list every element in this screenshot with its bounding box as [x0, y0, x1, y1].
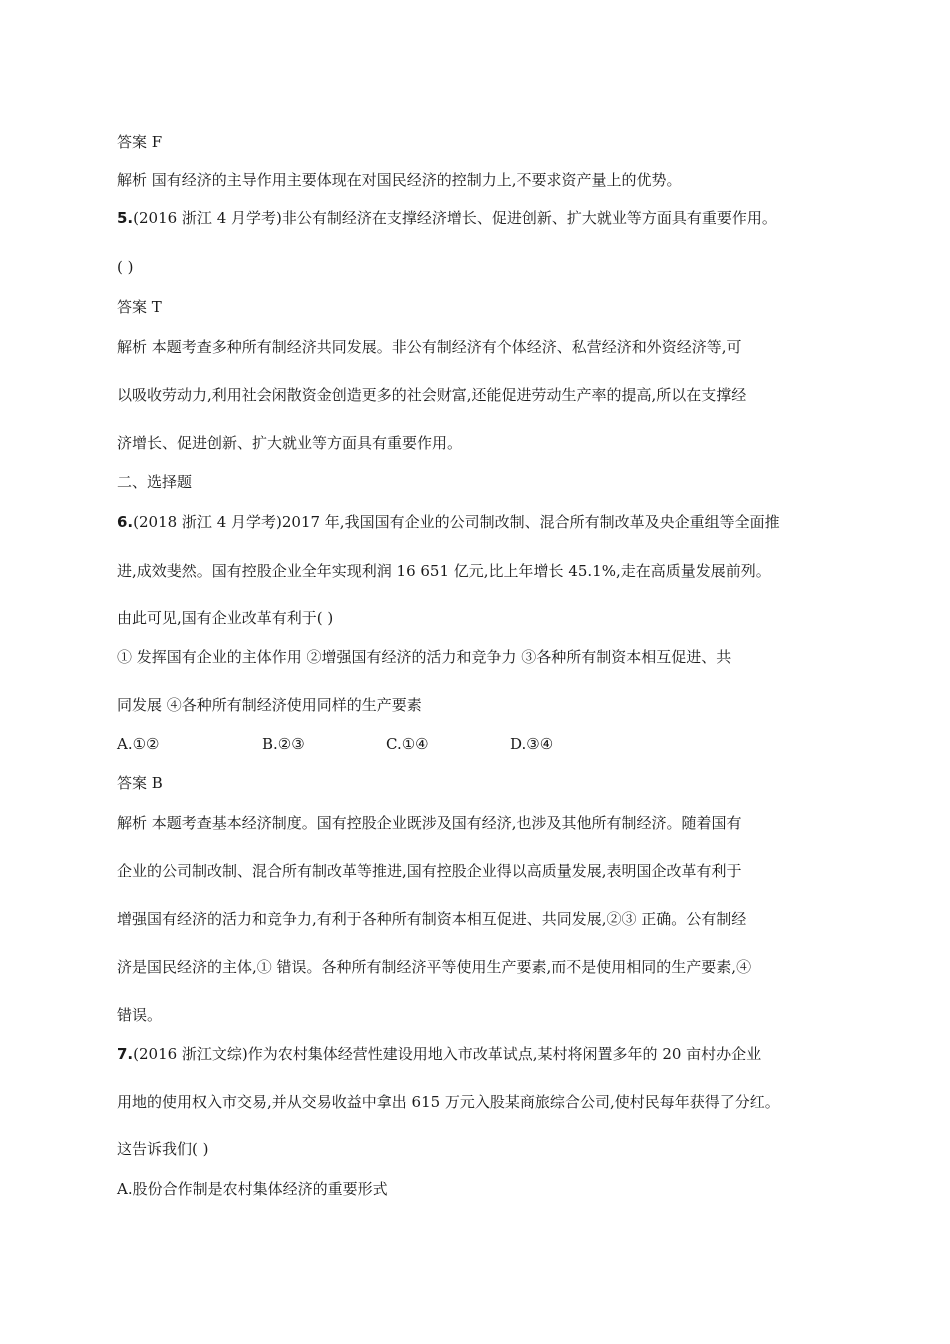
q6-option-a: A.①②	[117, 735, 160, 753]
q5-stem-line	[117, 208, 777, 228]
q6-analysis-line: 济是国民经济的主体,① 错误。各种所有制经济平等使用生产要素,而不是使用相同的生产要素,④	[117, 958, 752, 976]
q5-blank: ( )	[117, 258, 134, 276]
q6-stem-line	[117, 512, 780, 532]
q7-stem-line	[117, 1044, 761, 1064]
q5-analysis-line: 解析 本题考查多种所有制经济共同发展。非公有制经济有个体经济、私营经济和外资经济等,可	[117, 338, 742, 356]
q6-statement-line: 同发展 ④各种所有制经济使用同样的生产要素	[117, 696, 422, 714]
q6-analysis-line: 解析 本题考查基本经济制度。国有控股企业既涉及国有经济,也涉及其他所有制经济。随着国有	[117, 814, 742, 832]
q4-answer: 答案 F	[117, 133, 163, 151]
q7-stem-line: 用地的使用权入市交易,并从交易收益中拿出 615 万元入股某商旅综合公司,使村民每年获得了分红。	[117, 1093, 780, 1111]
q6-statement-line: ① 发挥国有企业的主体作用 ②增强国有经济的活力和竞争力 ③各种所有制资本相互促进、共	[117, 648, 732, 666]
q7-option-a: A.股份合作制是农村集体经济的重要形式	[117, 1180, 388, 1198]
q6-analysis-line: 增强国有经济的活力和竞争力,有利于各种所有制资本相互促进、共同发展,②③ 正确。公有制经	[117, 910, 747, 928]
section-title: 二、选择题	[117, 473, 193, 491]
q6-option-c: C.①④	[386, 735, 429, 753]
q5-number: 5.	[117, 209, 134, 227]
q7-stem-line: 这告诉我们( )	[117, 1140, 209, 1158]
q6-option-b: B.②③	[262, 735, 305, 753]
q6-answer: 答案 B	[117, 774, 163, 792]
q6-analysis-line: 错误。	[117, 1006, 163, 1024]
q7-stem: (2016 浙江文综)作为农村集体经营性建设用地入市改革试点,某村将闲置多年的 20 亩村办企业	[133, 1045, 762, 1063]
q5-answer: 答案 T	[117, 298, 162, 316]
q6-option-d: D.③④	[510, 735, 554, 753]
q6-stem-line: 由此可见,国有企业改革有利于( )	[117, 609, 334, 627]
q6-stem: (2018 浙江 4 月学考)2017 年,我国国有企业的公司制改制、混合所有制改革及央企重组等全面推	[133, 513, 780, 531]
q5-analysis-line: 以吸收劳动力,利用社会闲散资金创造更多的社会财富,还能促进劳动生产率的提高,所以在支撑经	[117, 386, 747, 404]
q5-analysis-line: 济增长、促进创新、扩大就业等方面具有重要作用。	[117, 434, 463, 452]
q5-stem: (2016 浙江 4 月学考)非公有制经济在支撑经济增长、促进创新、扩大就业等方面具有重要作用。	[133, 209, 777, 227]
q7-number: 7.	[117, 1045, 134, 1063]
q6-number: 6.	[117, 513, 134, 531]
q6-analysis-line: 企业的公司制改制、混合所有制改革等推进,国有控股企业得以高质量发展,表明国企改革有利于	[117, 862, 742, 880]
q4-analysis: 解析 国有经济的主导作用主要体现在对国民经济的控制力上,不要求资产量上的优势。	[117, 171, 682, 189]
q6-stem-line: 进,成效斐然。国有控股企业全年实现利润 16 651 亿元,比上年增长 45.1%,走在高质量发展前列。	[117, 562, 771, 580]
